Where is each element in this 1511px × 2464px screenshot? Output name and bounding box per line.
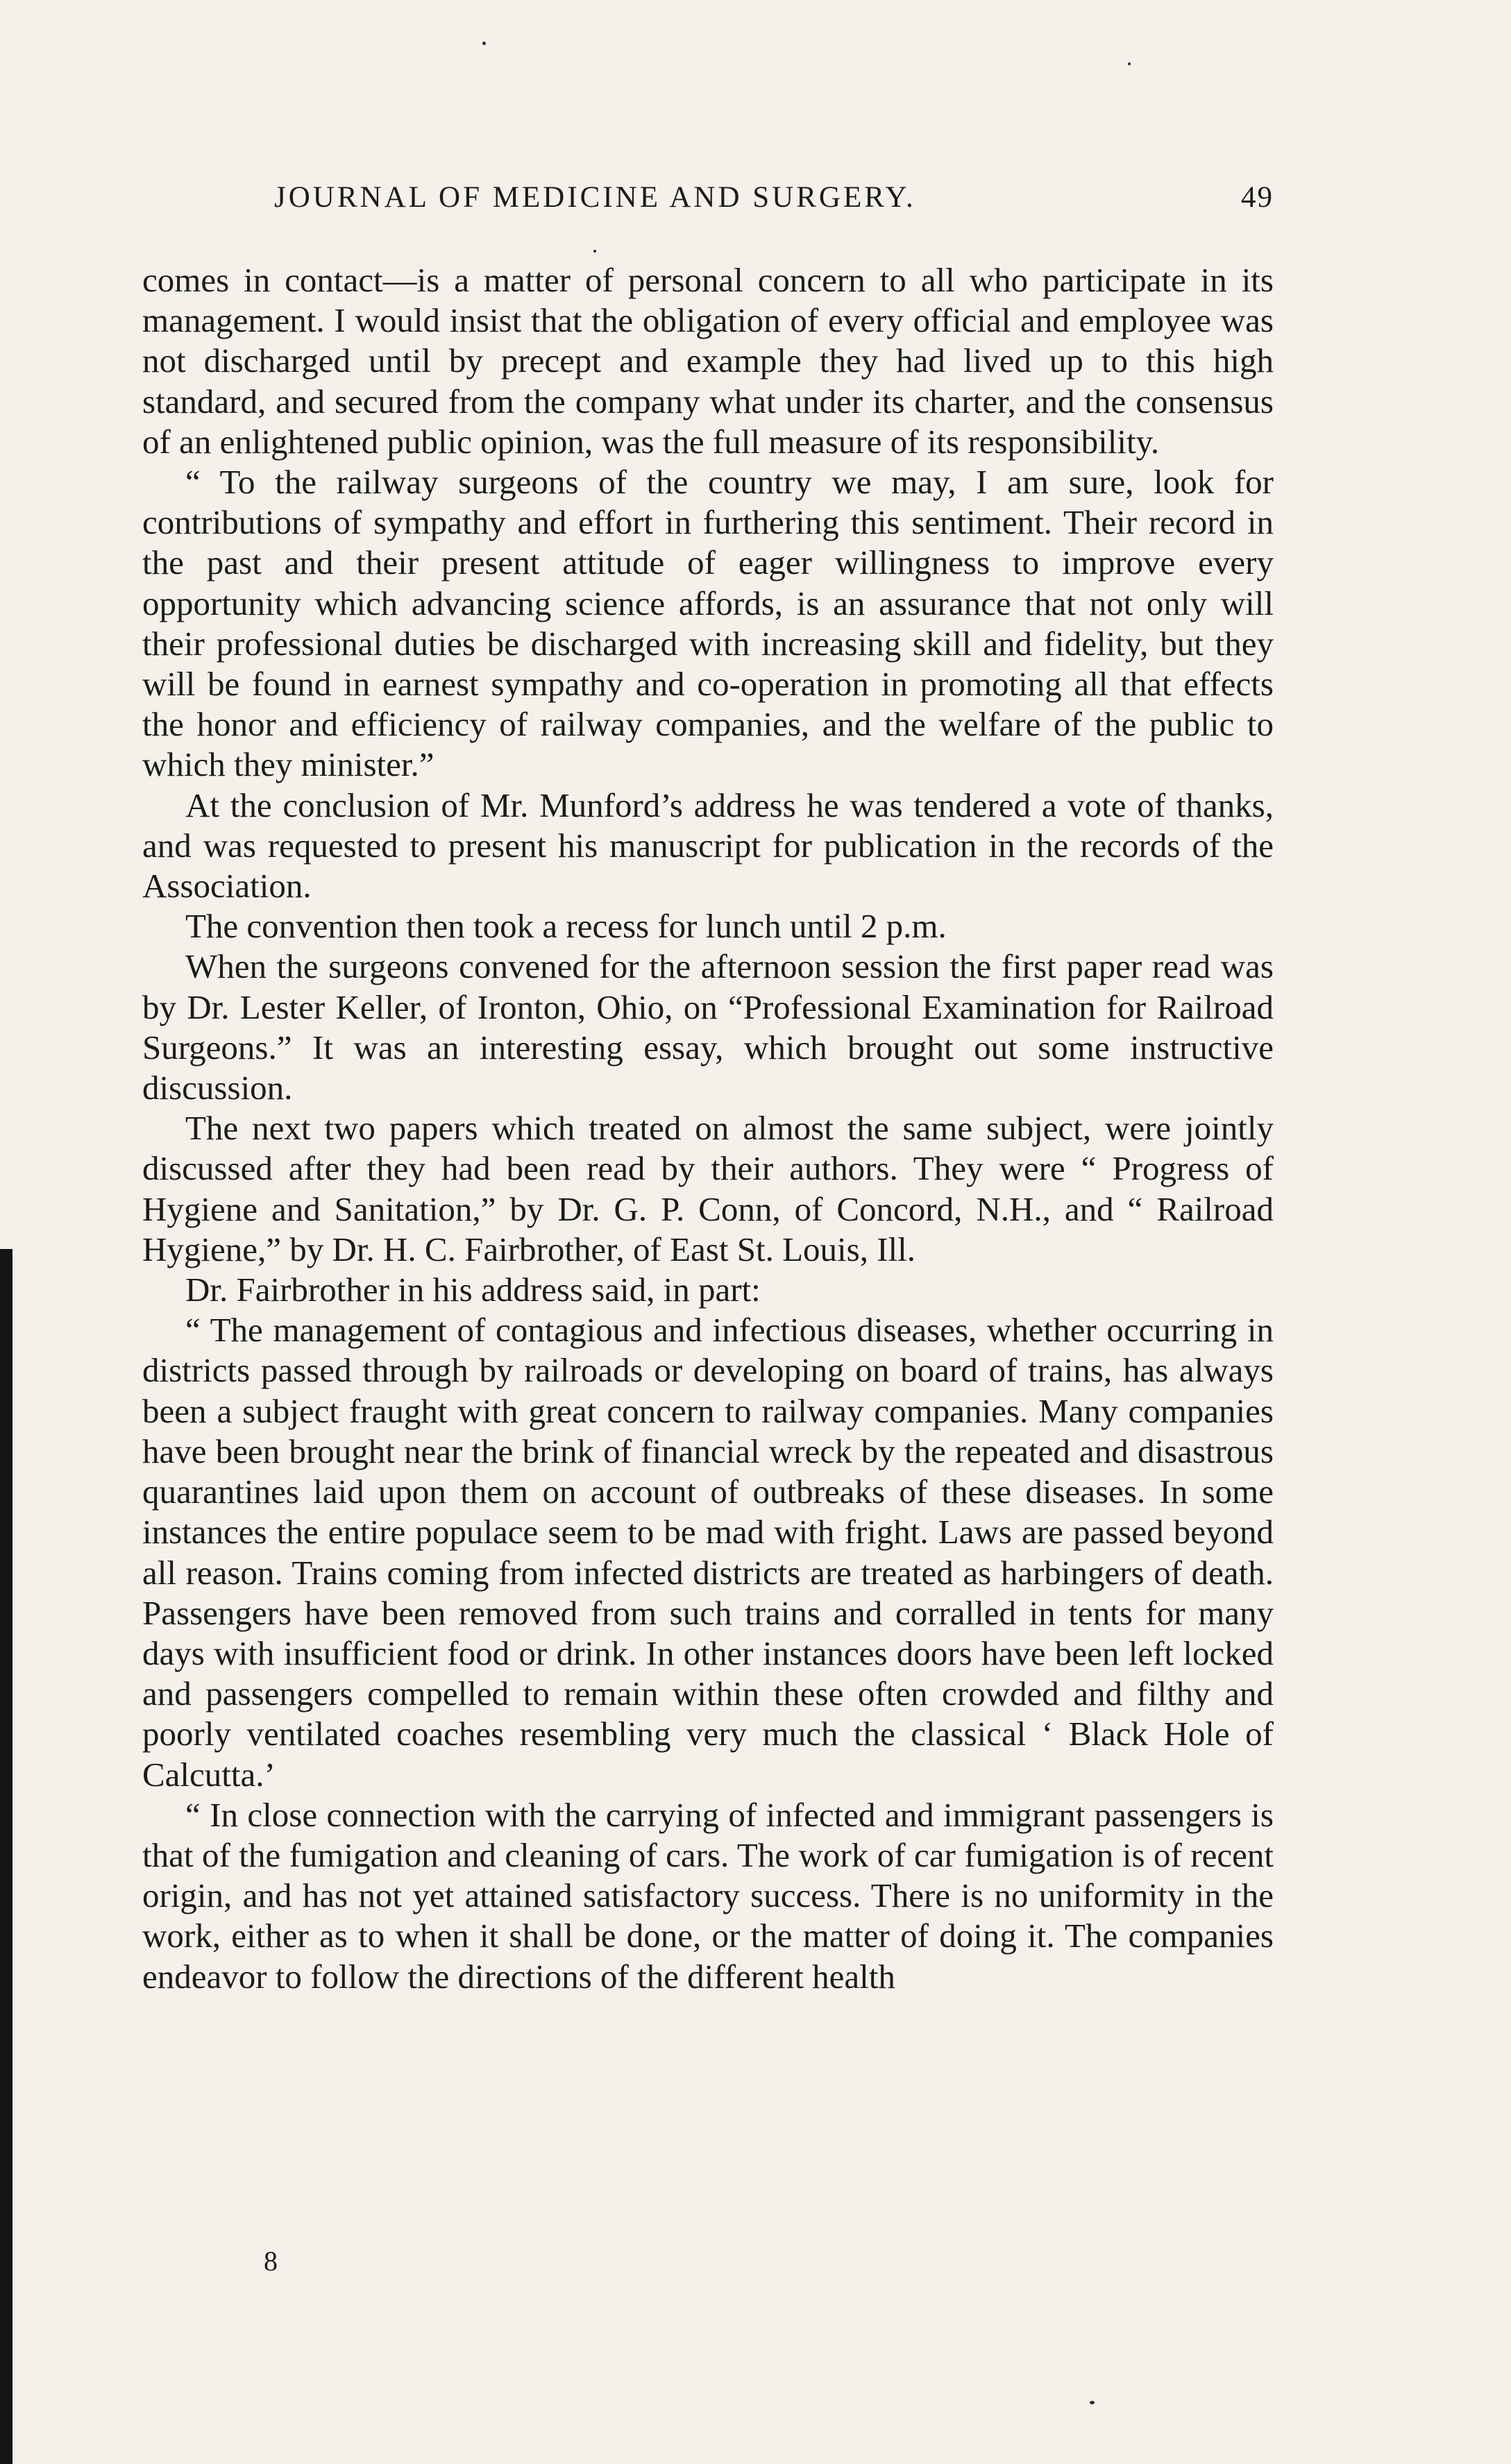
signature-mark: 8 — [264, 2245, 278, 2277]
body-text — [142, 260, 1274, 1997]
page-header — [274, 180, 1274, 214]
paragraph: “ To the railway surgeons of the country we may, I am sure, look for contributions of sympathy and effort in furthering this sentiment. Their record in the past and their present attitude of eager willingness to improve every opportunity which advancing science affords, is an assurance that not only will their professional duties be discharged with increasing skill and fidelity, but they will be found in earnest sympathy and co-operation in promoting all that effects the honor and efficiency of railway companies, and the welfare of the public to which they minister.” — [142, 463, 1274, 784]
scan-speck — [1128, 62, 1131, 65]
paragraph: At the conclusion of Mr. Munford’s address he was tendered a vote of thanks, and was requested to present his manuscript for publication in the records of the Association. — [142, 785, 1274, 906]
paragraph: Dr. Fairbrother in his address said, in part: — [185, 1271, 761, 1309]
paragraph: The convention then took a recess for lunch until 2 p.m. — [185, 907, 947, 946]
page-number: 49 — [1241, 181, 1274, 214]
paragraph: When the surgeons convened for the afternoon session the first paper read was by Dr. Lester Keller, of Ironton, Ohio, on “Professional Examination for Railroad Surgeons.” It was an interesting essay, which brought out some instructive discussion. — [142, 947, 1274, 1107]
running-title: JOURNAL OF MEDICINE AND SURGERY. — [274, 181, 916, 214]
scan-speck — [482, 42, 486, 45]
paragraph: “ In close connection with the carrying of infected and immigrant passengers is that of the fumigation and cleaning of cars. The work of car fumigation is of recent origin, and has not yet attained satisfactory success. There is no uniformity in the work, either as to when it shall be done, or the matter of doing it. The companies endeavor to follow the directions of the different health — [142, 1795, 1274, 1996]
scan-speck — [593, 250, 596, 253]
scan-speck — [1090, 2401, 1095, 2404]
scan-binding-edge — [0, 1249, 12, 2464]
paragraph: The next two papers which treated on almost the same subject, were jointly discussed after they had been read by their authors. They were “ Progress of Hygiene and Sanitation,” by Dr. G. P. Conn, of Concord, N.H., and “ Railroad Hygiene,” by Dr. H. C. Fairbrother, of East St. Louis, Ill. — [142, 1109, 1274, 1268]
paragraph-continuation: comes in contact—is a matter of personal concern to all who participate in its management. I would insist that the obligation of every official and employee was not discharged until by precept and example they had lived up to this high standard, and secured from the company what under its charter, and the consensus of an enlightened public opinion, was the full measure of its responsibility. — [142, 261, 1274, 461]
paragraph: “ The management of contagious and infectious diseases, whether occurring in districts passed through by railroads or developing on board of trains, has always been a subject fraught with great concern to railway companies. Many companies have been brought near the brink of financial wreck by the repeated and disastrous quarantines laid upon them on account of outbreaks of these diseases. In some instances the entire populace seem to be mad with fright. Laws are passed beyond all reason. Trains coming from infected districts are treated as harbingers of death. Passengers have been removed from such trains and corralled in tents for many days with insufficient food or drink. In other instances doors have been left locked and passengers compelled to remain within these often crowded and filthy and poorly ventilated coaches resembling very much the classical ‘ Black Hole of Calcutta.’ — [142, 1311, 1274, 1794]
